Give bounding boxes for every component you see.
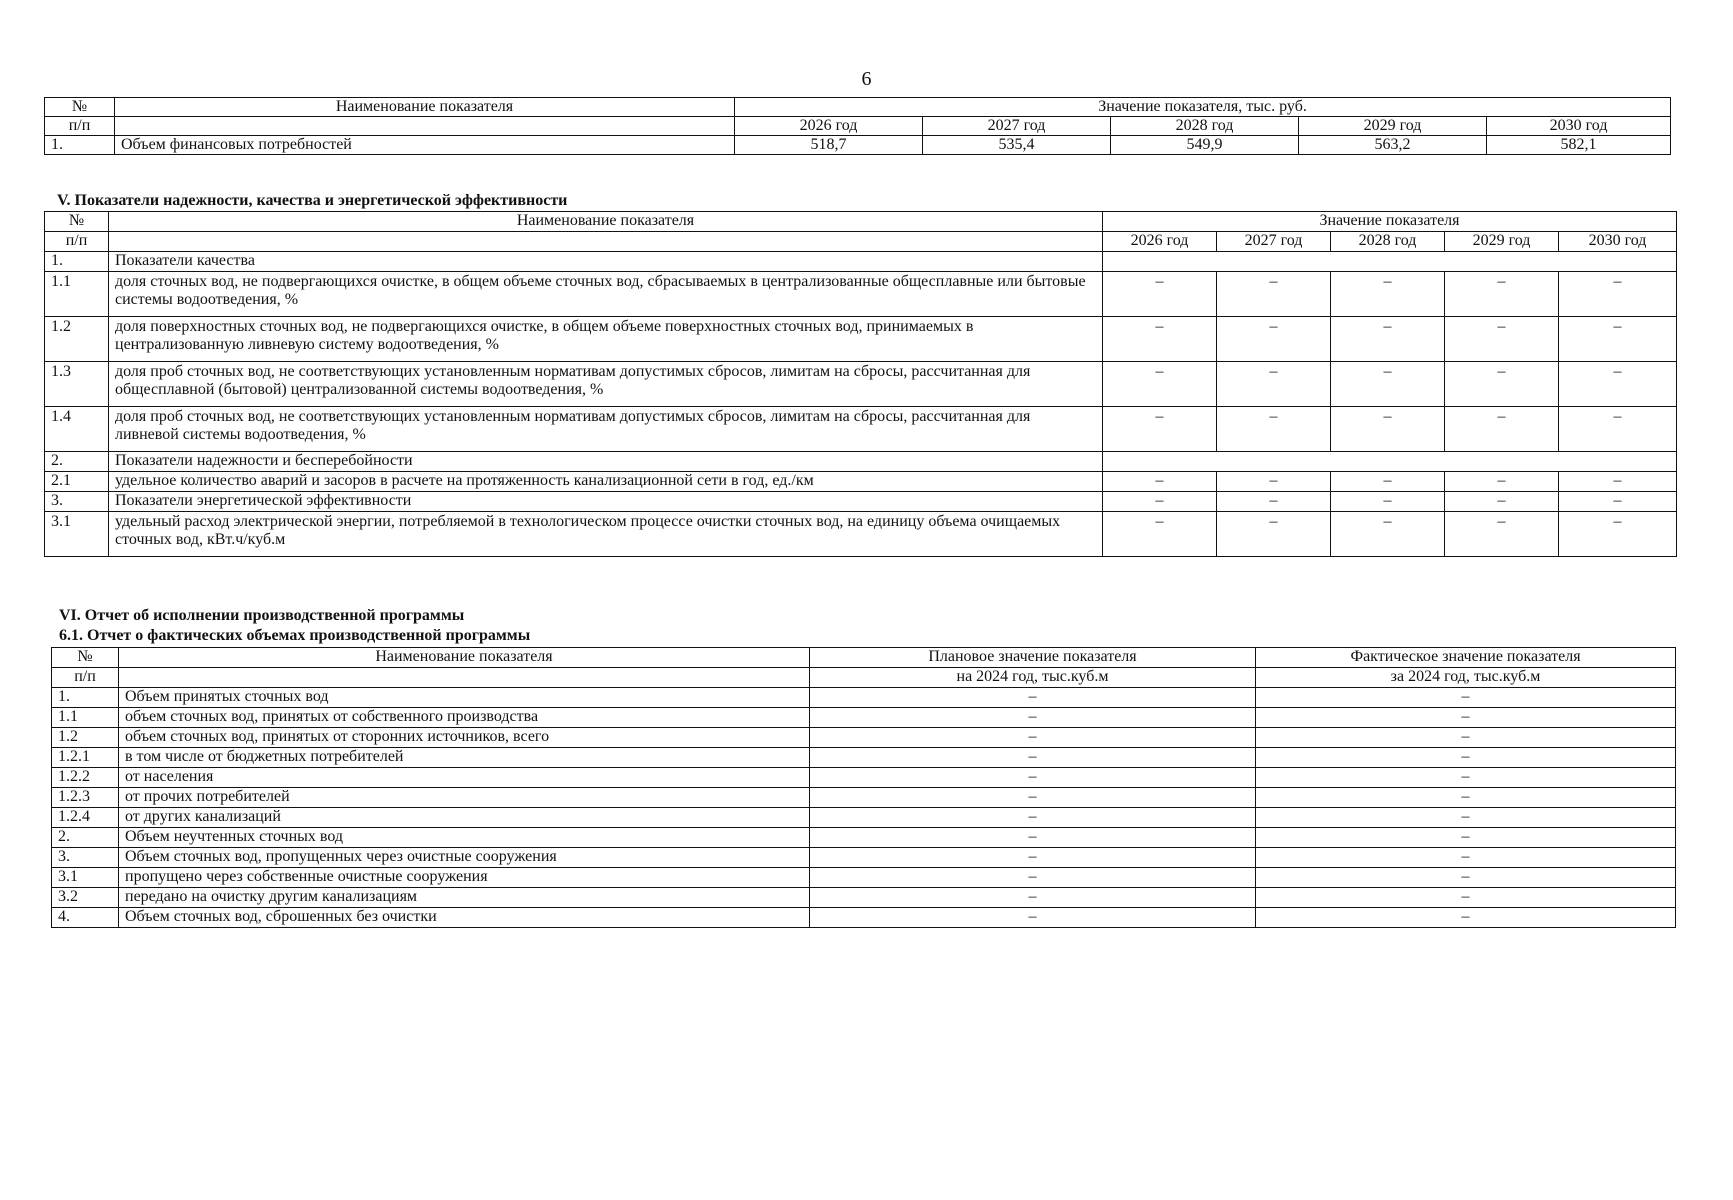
col-name-header: Наименование показателя xyxy=(109,212,1103,232)
row-value: – xyxy=(1559,317,1677,362)
row-value: – xyxy=(1217,272,1331,317)
row-value: – xyxy=(1217,362,1331,407)
row-name: передано на очистку другим канализациям xyxy=(119,888,810,908)
row-name: Объем финансовых потребностей xyxy=(115,136,735,155)
row-value: – xyxy=(1331,407,1445,452)
row-name: удельный расход электрической энергии, потребляемой в технологическом процессе очистки сточных вод, на единицу объема очищаемых сточных вод, кВт.ч/куб.м xyxy=(109,512,1103,557)
row-name: объем сточных вод, принятых от сторонних источников, всего xyxy=(119,728,810,748)
row-fact-value: – xyxy=(1256,888,1676,908)
table-header-row xyxy=(52,648,1676,668)
table-row xyxy=(45,362,1677,407)
row-value: – xyxy=(1445,472,1559,492)
col-num-header-sub: п/п xyxy=(52,668,119,688)
row-number: 1.3 xyxy=(45,362,109,407)
table-row xyxy=(45,452,1677,472)
row-empty-values xyxy=(1103,452,1677,472)
table-header-row xyxy=(45,98,1671,117)
row-fact-value: – xyxy=(1256,868,1676,888)
row-value: – xyxy=(1331,472,1445,492)
row-plan-value: – xyxy=(810,728,1256,748)
value-group-header: Значение показателя, тыс. руб. xyxy=(735,98,1671,117)
row-name: пропущено через собственные очистные сооружения xyxy=(119,868,810,888)
row-name: от других канализаций xyxy=(119,808,810,828)
page-number: 6 xyxy=(861,68,872,90)
row-fact-value: – xyxy=(1256,908,1676,928)
table-row xyxy=(45,272,1677,317)
section-6-heading: VI. Отчет об исполнении производственной программы xyxy=(59,607,465,624)
col-name-header: Наименование показателя xyxy=(115,98,735,117)
table-header-row xyxy=(45,232,1677,252)
row-fact-value: – xyxy=(1256,748,1676,768)
row-number: 2. xyxy=(45,452,109,472)
row-value: – xyxy=(1103,317,1217,362)
table-row xyxy=(52,788,1676,808)
row-fact-value: – xyxy=(1256,688,1676,708)
row-value: – xyxy=(1217,407,1331,452)
row-value: – xyxy=(1103,272,1217,317)
row-value: 535,4 xyxy=(923,136,1111,155)
year-header: 2030 год xyxy=(1559,232,1677,252)
row-fact-value: – xyxy=(1256,828,1676,848)
row-value: – xyxy=(1559,362,1677,407)
row-plan-value: – xyxy=(810,908,1256,928)
row-value: – xyxy=(1331,512,1445,557)
year-header: 2029 год xyxy=(1299,117,1487,136)
row-name: Показатели энергетической эффективности xyxy=(109,492,1103,512)
row-name: Объем неучтенных сточных вод xyxy=(119,828,810,848)
table-row xyxy=(52,688,1676,708)
row-name: Показатели надежности и бесперебойности xyxy=(109,452,1103,472)
row-value: – xyxy=(1103,407,1217,452)
row-value: – xyxy=(1445,317,1559,362)
row-number: 1.2 xyxy=(45,317,109,362)
year-header: 2026 год xyxy=(1103,232,1217,252)
row-plan-value: – xyxy=(810,748,1256,768)
row-value: – xyxy=(1559,492,1677,512)
row-plan-value: – xyxy=(810,828,1256,848)
row-name: объем сточных вод, принятых от собственного производства xyxy=(119,708,810,728)
year-header: 2027 год xyxy=(923,117,1111,136)
row-plan-value: – xyxy=(810,788,1256,808)
row-value: – xyxy=(1445,362,1559,407)
year-header: 2027 год xyxy=(1217,232,1331,252)
row-value: 582,1 xyxy=(1487,136,1671,155)
col-name-header-empty xyxy=(109,232,1103,252)
row-value: 518,7 xyxy=(735,136,923,155)
row-plan-value: – xyxy=(810,888,1256,908)
row-number: 1.1 xyxy=(52,708,119,728)
table-row xyxy=(45,317,1677,362)
table-row xyxy=(52,868,1676,888)
table-row xyxy=(45,492,1677,512)
row-fact-value: – xyxy=(1256,808,1676,828)
row-name: от населения xyxy=(119,768,810,788)
row-fact-value: – xyxy=(1256,848,1676,868)
fact-header: Фактическое значение показателя xyxy=(1256,648,1676,668)
col-num-header: № xyxy=(52,648,119,668)
table-row xyxy=(45,472,1677,492)
table-row xyxy=(52,908,1676,928)
table-row xyxy=(52,728,1676,748)
row-number: 1. xyxy=(52,688,119,708)
table-header-row xyxy=(52,668,1676,688)
table-row xyxy=(52,808,1676,828)
plan-header-sub: на 2024 год, тыс.куб.м xyxy=(810,668,1256,688)
row-name: Объем сточных вод, сброшенных без очистки xyxy=(119,908,810,928)
row-value: 563,2 xyxy=(1299,136,1487,155)
row-value: – xyxy=(1445,407,1559,452)
table-header-row xyxy=(45,212,1677,232)
col-name-header-empty xyxy=(119,668,810,688)
col-num-header: № xyxy=(45,98,115,117)
year-header: 2030 год xyxy=(1487,117,1671,136)
row-value: – xyxy=(1331,272,1445,317)
row-plan-value: – xyxy=(810,708,1256,728)
row-number: 3.1 xyxy=(45,512,109,557)
row-name: удельное количество аварий и засоров в расчете на протяженность канализационной сети в год, ед./км xyxy=(109,472,1103,492)
row-fact-value: – xyxy=(1256,768,1676,788)
row-value: – xyxy=(1103,362,1217,407)
year-header: 2026 год xyxy=(735,117,923,136)
row-name: Объем сточных вод, пропущенных через очистные сооружения xyxy=(119,848,810,868)
col-num-header: № xyxy=(45,212,109,232)
row-number: 1.2.3 xyxy=(52,788,119,808)
row-name: от прочих потребителей xyxy=(119,788,810,808)
row-value: – xyxy=(1559,472,1677,492)
row-value: – xyxy=(1217,317,1331,362)
row-number: 2.1 xyxy=(45,472,109,492)
table-row xyxy=(52,708,1676,728)
row-value: – xyxy=(1217,512,1331,557)
value-group-header: Значение показателя xyxy=(1103,212,1677,232)
row-plan-value: – xyxy=(810,868,1256,888)
row-value: – xyxy=(1217,492,1331,512)
row-number: 1.2.4 xyxy=(52,808,119,828)
row-name: доля проб сточных вод, не соответствующих установленным нормативам допустимых сбросов, лимитам на сбросы, рассчитанная для ливневой системы водоотведения, % xyxy=(109,407,1103,452)
year-header: 2028 год xyxy=(1331,232,1445,252)
table-row xyxy=(52,748,1676,768)
row-fact-value: – xyxy=(1256,788,1676,808)
plan-header: Плановое значение показателя xyxy=(810,648,1256,668)
financial-needs-table xyxy=(44,97,1671,155)
row-value: – xyxy=(1559,272,1677,317)
row-value: – xyxy=(1103,472,1217,492)
row-number: 1.4 xyxy=(45,407,109,452)
year-header: 2029 год xyxy=(1445,232,1559,252)
row-number: 4. xyxy=(52,908,119,928)
table-row xyxy=(45,136,1671,155)
row-number: 3.1 xyxy=(52,868,119,888)
row-number: 3.2 xyxy=(52,888,119,908)
row-fact-value: – xyxy=(1256,728,1676,748)
row-name: Показатели качества xyxy=(109,252,1103,272)
col-name-header-empty xyxy=(115,117,735,136)
row-name: в том числе от бюджетных потребителей xyxy=(119,748,810,768)
row-number: 3. xyxy=(45,492,109,512)
table-header-row xyxy=(45,117,1671,136)
table-row xyxy=(45,252,1677,272)
row-number: 1. xyxy=(45,252,109,272)
row-value: – xyxy=(1559,407,1677,452)
row-name: доля проб сточных вод, не соответствующих установленным нормативам допустимых сбросов, лимитам на сбросы, рассчитанная для общесплавной (бытовой) централизованной системы водоотведения, % xyxy=(109,362,1103,407)
col-name-header: Наименование показателя xyxy=(119,648,810,668)
row-name: доля сточных вод, не подвергающихся очистке, в общем объеме сточных вод, сбрасываемых в централизованные общесплавные или бытовые системы водоотведения, % xyxy=(109,272,1103,317)
row-number: 1. xyxy=(45,136,115,155)
row-plan-value: – xyxy=(810,848,1256,868)
row-value: – xyxy=(1103,512,1217,557)
row-fact-value: – xyxy=(1256,708,1676,728)
row-plan-value: – xyxy=(810,688,1256,708)
production-report-table xyxy=(51,647,1676,928)
row-value: – xyxy=(1445,512,1559,557)
table-row xyxy=(52,888,1676,908)
row-value: – xyxy=(1331,317,1445,362)
table-row xyxy=(45,407,1677,452)
row-value: 549,9 xyxy=(1111,136,1299,155)
row-number: 1.1 xyxy=(45,272,109,317)
table-row xyxy=(52,848,1676,868)
table-row xyxy=(45,512,1677,557)
row-value: – xyxy=(1445,492,1559,512)
reliability-indicators-table xyxy=(44,211,1677,557)
row-value: – xyxy=(1103,492,1217,512)
row-number: 1.2.2 xyxy=(52,768,119,788)
section-6-1-subheading: 6.1. Отчет о фактических объемах производственной программы xyxy=(59,627,531,644)
row-number: 1.2 xyxy=(52,728,119,748)
col-num-header-sub: п/п xyxy=(45,117,115,136)
col-num-header-sub: п/п xyxy=(45,232,109,252)
row-number: 2. xyxy=(52,828,119,848)
row-number: 3. xyxy=(52,848,119,868)
row-value: – xyxy=(1217,472,1331,492)
row-number: 1.2.1 xyxy=(52,748,119,768)
row-value: – xyxy=(1445,272,1559,317)
row-value: – xyxy=(1559,512,1677,557)
row-plan-value: – xyxy=(810,808,1256,828)
fact-header-sub: за 2024 год, тыс.куб.м xyxy=(1256,668,1676,688)
year-header: 2028 год xyxy=(1111,117,1299,136)
row-name: доля поверхностных сточных вод, не подвергающихся очистке, в общем объеме поверхностных сточных вод, принимаемых в централизованную ливневую систему водоотведения, % xyxy=(109,317,1103,362)
row-value: – xyxy=(1331,362,1445,407)
table-row xyxy=(52,828,1676,848)
row-name: Объем принятых сточных вод xyxy=(119,688,810,708)
row-value: – xyxy=(1331,492,1445,512)
section-5-heading: V. Показатели надежности, качества и энергетической эффективности xyxy=(57,192,568,209)
row-empty-values xyxy=(1103,252,1677,272)
row-plan-value: – xyxy=(810,768,1256,788)
table-row xyxy=(52,768,1676,788)
